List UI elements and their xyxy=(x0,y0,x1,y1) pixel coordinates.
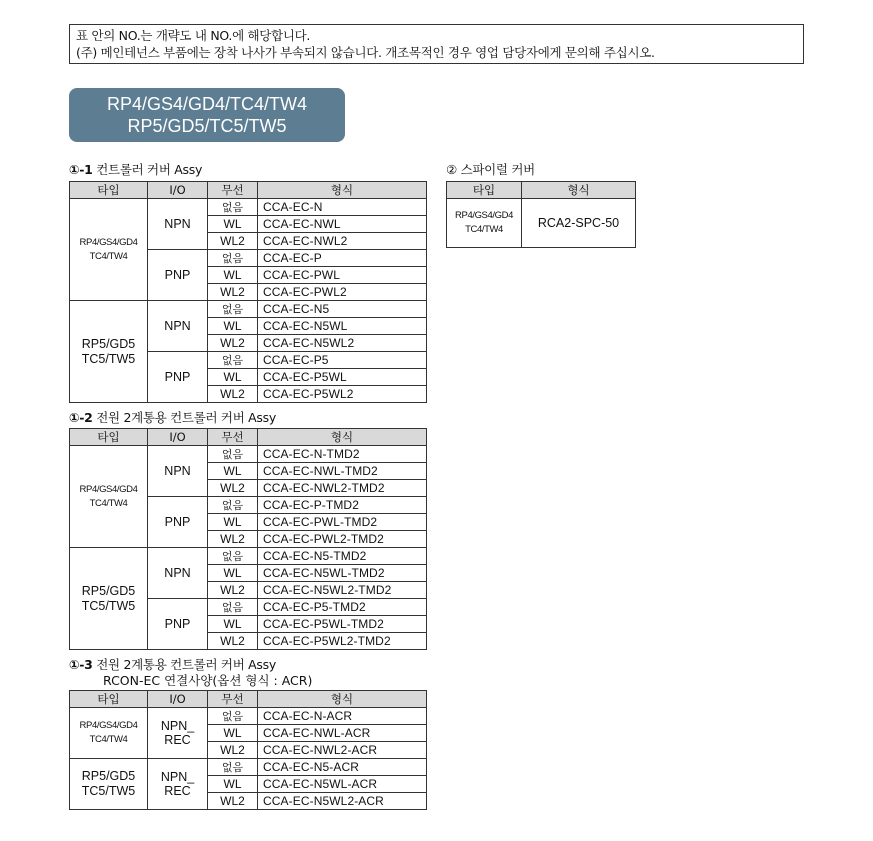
table-row xyxy=(70,708,427,725)
spiral-type-cell xyxy=(447,199,522,248)
io-cell: PNP xyxy=(148,599,208,650)
model-cell: CCA-EC-PWL-TMD2 xyxy=(258,514,427,531)
wireless-cell: 없음 xyxy=(208,548,258,565)
io-line: REC xyxy=(164,733,191,747)
wireless-cell: 없음 xyxy=(208,199,258,216)
wireless-cell: 없음 xyxy=(208,446,258,463)
wireless-cell: WL xyxy=(208,725,258,742)
wireless-cell: 없음 xyxy=(208,708,258,725)
type-line: RP5/GD5 xyxy=(81,769,136,783)
header-type: 타입 xyxy=(70,691,148,708)
badge-line-1: RP4/GS4/GD4/TC4/TW4 xyxy=(106,94,308,114)
model-cell: CCA-EC-N xyxy=(258,199,427,216)
type-line: TC5/TW5 xyxy=(81,351,136,366)
table-row xyxy=(70,446,427,463)
section-2-label: 전원 2계통용 컨트롤러 커버 Assy xyxy=(96,410,276,425)
spiral-type-line-2: TC4/TW4 xyxy=(465,224,503,235)
model-cell: CCA-EC-NWL2 xyxy=(258,233,427,250)
wireless-cell: WL xyxy=(208,318,258,335)
wireless-cell: WL xyxy=(208,514,258,531)
table-row xyxy=(70,759,427,776)
wireless-cell: 없음 xyxy=(208,599,258,616)
section-2-title xyxy=(69,410,276,426)
type-line: TC5/TW5 xyxy=(81,784,136,798)
model-series-badge xyxy=(69,88,345,142)
model-cell: CCA-EC-P5WL-TMD2 xyxy=(258,616,427,633)
header-model: 형식 xyxy=(258,429,427,446)
model-cell: CCA-EC-NWL-ACR xyxy=(258,725,427,742)
type-line: RP4/GS4/GD4 xyxy=(79,720,138,731)
io-cell: NPN xyxy=(148,301,208,352)
io-cell: PNP xyxy=(148,497,208,548)
type-line: TC4/TW4 xyxy=(89,497,128,509)
section-3-subtitle: RCON-EC 연결사양(옵션 형식 : ACR) xyxy=(103,673,313,688)
section-2-number: ①-2 xyxy=(69,410,93,425)
type-cell xyxy=(70,446,148,548)
wireless-cell: WL2 xyxy=(208,480,258,497)
type-line: TC4/TW4 xyxy=(89,734,128,745)
type-line: RP4/GS4/GD4 xyxy=(79,236,138,248)
header-wireless: 무선 xyxy=(208,429,258,446)
wireless-cell: WL2 xyxy=(208,793,258,810)
section-4-label: 스파이럴 커버 xyxy=(460,162,535,177)
wireless-cell: WL xyxy=(208,216,258,233)
table-row xyxy=(70,548,427,565)
section-1-number: ①-1 xyxy=(69,162,93,177)
section-1-title xyxy=(69,162,202,178)
wireless-cell: 없음 xyxy=(208,352,258,369)
wireless-cell: 없음 xyxy=(208,301,258,318)
spiral-model-cell: RCA2-SPC-50 xyxy=(522,199,636,248)
wireless-cell: WL2 xyxy=(208,233,258,250)
wireless-cell: WL2 xyxy=(208,284,258,301)
model-cell: CCA-EC-N-TMD2 xyxy=(258,446,427,463)
model-cell: CCA-EC-N5WL2-TMD2 xyxy=(258,582,427,599)
section-4-title xyxy=(446,162,535,178)
type-cell xyxy=(70,199,148,301)
header-type: 타입 xyxy=(70,429,148,446)
io-line: NPN_ xyxy=(160,770,195,784)
section-1-table xyxy=(69,181,427,403)
io-cell: NPN xyxy=(148,548,208,599)
header-io: I/O xyxy=(148,182,208,199)
model-cell: CCA-EC-PWL2-TMD2 xyxy=(258,531,427,548)
wireless-cell: WL2 xyxy=(208,633,258,650)
model-cell: CCA-EC-P-TMD2 xyxy=(258,497,427,514)
wireless-cell: 없음 xyxy=(208,759,258,776)
type-line: TC4/TW4 xyxy=(89,250,128,262)
section-3-label: 전원 2계통용 컨트롤러 커버 Assy xyxy=(96,657,276,672)
header-io: I/O xyxy=(148,691,208,708)
header-wireless: 무선 xyxy=(208,182,258,199)
model-cell: CCA-EC-N5WL2 xyxy=(258,335,427,352)
io-cell: PNP xyxy=(148,352,208,403)
section-3-table xyxy=(69,690,427,810)
io-line: REC xyxy=(164,784,191,798)
section-4-number: ② xyxy=(446,162,457,177)
model-cell: CCA-EC-N5WL2-ACR xyxy=(258,793,427,810)
wireless-cell: WL2 xyxy=(208,335,258,352)
wireless-cell: WL xyxy=(208,463,258,480)
type-line: RP5/GD5 xyxy=(81,583,136,598)
wireless-cell: WL xyxy=(208,369,258,386)
model-cell: CCA-EC-NWL-TMD2 xyxy=(258,463,427,480)
model-cell: CCA-EC-P5 xyxy=(258,352,427,369)
table-row xyxy=(70,199,427,216)
notice-line-1: 표 안의 NO.는 개략도 내 NO.에 해당합니다. xyxy=(76,28,311,43)
notice-box xyxy=(69,24,804,64)
wireless-cell: WL2 xyxy=(208,582,258,599)
io-cell: NPN xyxy=(148,446,208,497)
model-cell: CCA-EC-PWL xyxy=(258,267,427,284)
model-cell: CCA-EC-N5WL xyxy=(258,318,427,335)
table-row xyxy=(70,301,427,318)
wireless-cell: WL2 xyxy=(208,531,258,548)
model-cell: CCA-EC-N5WL-ACR xyxy=(258,776,427,793)
type-line: RP5/GD5 xyxy=(81,336,136,351)
header-model: 형식 xyxy=(522,182,636,199)
section-3-number: ①-3 xyxy=(69,657,93,672)
model-cell: CCA-EC-NWL2-TMD2 xyxy=(258,480,427,497)
model-cell: CCA-EC-N5 xyxy=(258,301,427,318)
io-line: NPN_ xyxy=(160,719,195,733)
model-cell: CCA-EC-P5WL2 xyxy=(258,386,427,403)
header-type: 타입 xyxy=(70,182,148,199)
spiral-type-line-1: RP4/GS4/GD4 xyxy=(455,210,513,221)
wireless-cell: WL xyxy=(208,267,258,284)
type-cell xyxy=(70,301,148,403)
wireless-cell: WL xyxy=(208,776,258,793)
model-cell: CCA-EC-P xyxy=(258,250,427,267)
section-4-table xyxy=(446,181,636,248)
model-cell: CCA-EC-PWL2 xyxy=(258,284,427,301)
header-wireless: 무선 xyxy=(208,691,258,708)
io-cell: NPN xyxy=(148,199,208,250)
model-cell: CCA-EC-NWL xyxy=(258,216,427,233)
wireless-cell: WL xyxy=(208,565,258,582)
section-2-table xyxy=(69,428,427,650)
wireless-cell: WL2 xyxy=(208,742,258,759)
badge-line-2: RP5/GD5/TC5/TW5 xyxy=(127,116,287,136)
model-cell: CCA-EC-NWL2-ACR xyxy=(258,742,427,759)
type-cell xyxy=(70,708,148,759)
io-cell xyxy=(148,759,208,810)
type-cell xyxy=(70,548,148,650)
notice-line-2: (주) 메인테넌스 부품에는 장착 나사가 부속되지 않습니다. 개조목적인 경우 영업 담당자에게 문의해 주십시오. xyxy=(76,45,655,60)
wireless-cell: WL2 xyxy=(208,386,258,403)
header-model: 형식 xyxy=(258,691,427,708)
section-1-label: 컨트롤러 커버 Assy xyxy=(96,162,203,177)
type-line: RP4/GS4/GD4 xyxy=(79,483,138,495)
model-cell: CCA-EC-N5WL-TMD2 xyxy=(258,565,427,582)
wireless-cell: 없음 xyxy=(208,497,258,514)
header-type: 타입 xyxy=(447,182,522,199)
model-cell: CCA-EC-N-ACR xyxy=(258,708,427,725)
header-io: I/O xyxy=(148,429,208,446)
wireless-cell: 없음 xyxy=(208,250,258,267)
io-cell: PNP xyxy=(148,250,208,301)
model-cell: CCA-EC-N5-ACR xyxy=(258,759,427,776)
type-cell xyxy=(70,759,148,810)
model-cell: CCA-EC-P5-TMD2 xyxy=(258,599,427,616)
type-line: TC5/TW5 xyxy=(81,598,136,613)
section-3-title xyxy=(69,657,276,673)
header-model: 형식 xyxy=(258,182,427,199)
io-cell xyxy=(148,708,208,759)
model-cell: CCA-EC-P5WL2-TMD2 xyxy=(258,633,427,650)
model-cell: CCA-EC-N5-TMD2 xyxy=(258,548,427,565)
model-cell: CCA-EC-P5WL xyxy=(258,369,427,386)
wireless-cell: WL xyxy=(208,616,258,633)
